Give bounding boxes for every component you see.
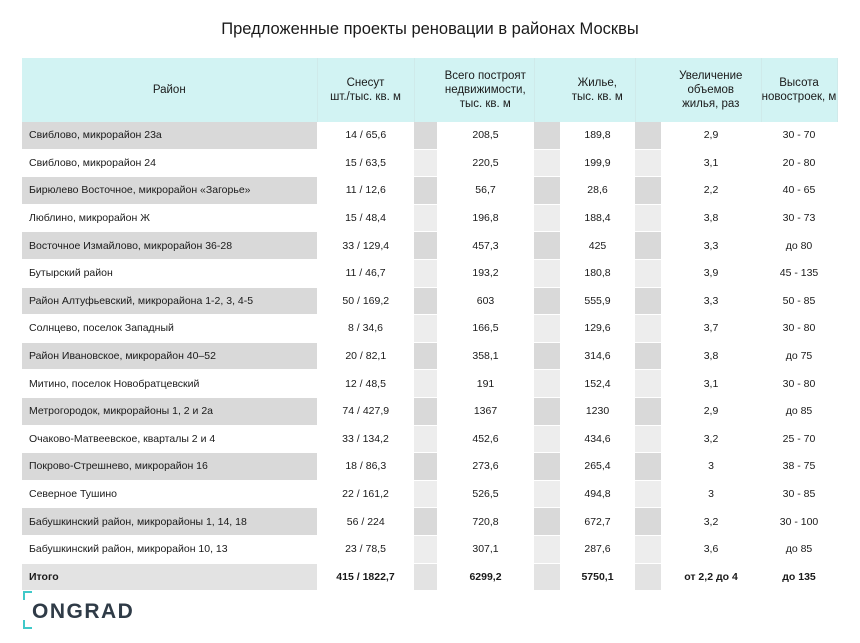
cell-gap bbox=[414, 563, 437, 590]
cell-gap bbox=[534, 563, 560, 590]
cell-total-built: 56,7 bbox=[437, 177, 534, 205]
cell-gap bbox=[414, 232, 437, 260]
cell-district: Итого bbox=[22, 563, 317, 590]
header-housing: Жилье, тыс. кв. м bbox=[560, 58, 635, 122]
cell-increase: 3,7 bbox=[661, 315, 761, 343]
table-row bbox=[22, 204, 837, 232]
cell-gap bbox=[635, 149, 661, 177]
table-row bbox=[22, 480, 837, 508]
cell-housing: 28,6 bbox=[560, 177, 635, 205]
table-row bbox=[22, 535, 837, 563]
cell-district: Бирюлево Восточное, микрорайон «Загорье» bbox=[22, 177, 317, 205]
cell-gap bbox=[635, 315, 661, 343]
cell-housing: 129,6 bbox=[560, 315, 635, 343]
cell-housing: 152,4 bbox=[560, 370, 635, 398]
cell-gap bbox=[635, 563, 661, 590]
table-header-row bbox=[22, 58, 837, 122]
cell-demolish: 11 / 46,7 bbox=[317, 259, 414, 287]
cell-gap bbox=[414, 508, 437, 536]
cell-district: Бутырский район bbox=[22, 259, 317, 287]
table-row bbox=[22, 508, 837, 536]
cell-district: Солнцево, поселок Западный bbox=[22, 315, 317, 343]
table-row bbox=[22, 232, 837, 260]
cell-increase: 3,3 bbox=[661, 287, 761, 315]
cell-gap bbox=[414, 259, 437, 287]
cell-gap bbox=[635, 508, 661, 536]
cell-gap bbox=[534, 259, 560, 287]
table-row bbox=[22, 342, 837, 370]
cell-demolish: 50 / 169,2 bbox=[317, 287, 414, 315]
cell-height: 30 - 70 bbox=[761, 122, 837, 149]
cell-gap bbox=[534, 122, 560, 149]
cell-gap bbox=[414, 177, 437, 205]
ongrad-logo bbox=[22, 590, 162, 630]
cell-gap bbox=[635, 535, 661, 563]
cell-total-built: 166,5 bbox=[437, 315, 534, 343]
cell-gap bbox=[635, 232, 661, 260]
cell-district: Метрогородок, микрорайоны 1, 2 и 2а bbox=[22, 397, 317, 425]
cell-total-built: 191 bbox=[437, 370, 534, 398]
cell-height: до 75 bbox=[761, 342, 837, 370]
cell-gap bbox=[534, 508, 560, 536]
header-district: Район bbox=[22, 58, 317, 122]
cell-gap bbox=[534, 397, 560, 425]
cell-gap bbox=[414, 425, 437, 453]
cell-total-built: 526,5 bbox=[437, 480, 534, 508]
cell-increase: 3 bbox=[661, 453, 761, 481]
cell-increase: 3,1 bbox=[661, 149, 761, 177]
cell-height: 20 - 80 bbox=[761, 149, 837, 177]
cell-housing: 555,9 bbox=[560, 287, 635, 315]
cell-district: Бабушкинский район, микрорайон 10, 13 bbox=[22, 535, 317, 563]
cell-gap bbox=[414, 370, 437, 398]
cell-district: Район Ивановское, микрорайон 40–52 bbox=[22, 342, 317, 370]
cell-increase: 3,3 bbox=[661, 232, 761, 260]
cell-district: Восточное Измайлово, микрорайон 36-28 bbox=[22, 232, 317, 260]
cell-gap bbox=[414, 149, 437, 177]
cell-gap bbox=[635, 480, 661, 508]
cell-demolish: 11 / 12,6 bbox=[317, 177, 414, 205]
cell-district: Бабушкинский район, микрорайоны 1, 14, 18 bbox=[22, 508, 317, 536]
cell-increase: 3,1 bbox=[661, 370, 761, 398]
cell-total-built: 1367 bbox=[437, 397, 534, 425]
logo-corner-icon bbox=[24, 592, 32, 600]
cell-total-built: 273,6 bbox=[437, 453, 534, 481]
cell-total-built: 196,8 bbox=[437, 204, 534, 232]
cell-total-built: 457,3 bbox=[437, 232, 534, 260]
table-row bbox=[22, 397, 837, 425]
cell-increase: 3,8 bbox=[661, 204, 761, 232]
cell-gap bbox=[534, 453, 560, 481]
cell-height: 30 - 100 bbox=[761, 508, 837, 536]
cell-district: Район Алтуфьевский, микрорайона 1-2, 3, 4-5 bbox=[22, 287, 317, 315]
cell-gap bbox=[534, 232, 560, 260]
cell-demolish: 8 / 34,6 bbox=[317, 315, 414, 343]
cell-demolish: 33 / 134,2 bbox=[317, 425, 414, 453]
cell-housing: 1230 bbox=[560, 397, 635, 425]
cell-demolish: 33 / 129,4 bbox=[317, 232, 414, 260]
cell-housing: 199,9 bbox=[560, 149, 635, 177]
cell-total-built: 307,1 bbox=[437, 535, 534, 563]
table-row bbox=[22, 315, 837, 343]
cell-district: Очаково-Матвеевское, кварталы 2 и 4 bbox=[22, 425, 317, 453]
cell-gap bbox=[414, 315, 437, 343]
cell-demolish: 74 / 427,9 bbox=[317, 397, 414, 425]
table-row bbox=[22, 287, 837, 315]
cell-housing: 189,8 bbox=[560, 122, 635, 149]
header-gap bbox=[635, 58, 661, 122]
cell-gap bbox=[635, 287, 661, 315]
header-total-built: Всего построят недвижимости, тыс. кв. м bbox=[437, 58, 534, 122]
table-row bbox=[22, 370, 837, 398]
cell-district: Покрово-Стрешнево, микрорайон 16 bbox=[22, 453, 317, 481]
cell-height: 30 - 80 bbox=[761, 315, 837, 343]
cell-total-built: 358,1 bbox=[437, 342, 534, 370]
cell-housing: 5750,1 bbox=[560, 563, 635, 590]
cell-demolish: 18 / 86,3 bbox=[317, 453, 414, 481]
cell-district: Митино, поселок Новобратцевский bbox=[22, 370, 317, 398]
cell-housing: 287,6 bbox=[560, 535, 635, 563]
page-title: Предложенные проекты реновации в районах Москвы bbox=[221, 20, 639, 38]
cell-district: Люблино, микрорайон Ж bbox=[22, 204, 317, 232]
cell-gap bbox=[635, 397, 661, 425]
cell-increase: от 2,2 до 4 bbox=[661, 563, 761, 590]
table-row bbox=[22, 453, 837, 481]
cell-height: 50 - 85 bbox=[761, 287, 837, 315]
cell-height: 40 - 65 bbox=[761, 177, 837, 205]
table-row bbox=[22, 259, 837, 287]
cell-gap bbox=[534, 342, 560, 370]
header-increase: Увеличение объемов жилья, раз bbox=[661, 58, 761, 122]
logo-corner-icon bbox=[24, 620, 32, 628]
cell-height: 45 - 135 bbox=[761, 259, 837, 287]
cell-demolish: 23 / 78,5 bbox=[317, 535, 414, 563]
cell-total-built: 208,5 bbox=[437, 122, 534, 149]
cell-demolish: 415 / 1822,7 bbox=[317, 563, 414, 590]
cell-demolish: 15 / 48,4 bbox=[317, 204, 414, 232]
cell-gap bbox=[635, 177, 661, 205]
cell-demolish: 22 / 161,2 bbox=[317, 480, 414, 508]
cell-housing: 180,8 bbox=[560, 259, 635, 287]
cell-increase: 2,9 bbox=[661, 122, 761, 149]
cell-gap bbox=[534, 370, 560, 398]
cell-increase: 3,6 bbox=[661, 535, 761, 563]
renovation-table bbox=[22, 58, 838, 591]
cell-gap bbox=[635, 425, 661, 453]
cell-increase: 3,9 bbox=[661, 259, 761, 287]
cell-housing: 188,4 bbox=[560, 204, 635, 232]
logo-text: ONGRAD bbox=[32, 600, 135, 623]
cell-gap bbox=[635, 122, 661, 149]
cell-district: Северное Тушино bbox=[22, 480, 317, 508]
cell-gap bbox=[414, 453, 437, 481]
cell-gap bbox=[635, 259, 661, 287]
cell-gap bbox=[414, 535, 437, 563]
cell-demolish: 56 / 224 bbox=[317, 508, 414, 536]
cell-gap bbox=[414, 204, 437, 232]
cell-height: 25 - 70 bbox=[761, 425, 837, 453]
cell-increase: 2,2 bbox=[661, 177, 761, 205]
cell-gap bbox=[635, 370, 661, 398]
cell-gap bbox=[414, 287, 437, 315]
cell-height: до 135 bbox=[761, 563, 837, 590]
cell-increase: 2,9 bbox=[661, 397, 761, 425]
cell-housing: 265,4 bbox=[560, 453, 635, 481]
cell-gap bbox=[635, 204, 661, 232]
cell-gap bbox=[414, 480, 437, 508]
header-gap bbox=[414, 58, 437, 122]
header-gap bbox=[534, 58, 560, 122]
cell-housing: 494,8 bbox=[560, 480, 635, 508]
cell-height: 38 - 75 bbox=[761, 453, 837, 481]
cell-gap bbox=[414, 122, 437, 149]
total-row bbox=[22, 563, 837, 590]
cell-total-built: 720,8 bbox=[437, 508, 534, 536]
cell-gap bbox=[414, 342, 437, 370]
table-row bbox=[22, 425, 837, 453]
cell-district: Свиблово, микрорайон 24 bbox=[22, 149, 317, 177]
cell-gap bbox=[534, 425, 560, 453]
cell-district: Свиблово, микрорайон 23а bbox=[22, 122, 317, 149]
cell-height: 30 - 85 bbox=[761, 480, 837, 508]
header-demolish: Снесут шт./тыс. кв. м bbox=[317, 58, 414, 122]
header-height: Высота новостроек, м bbox=[761, 58, 837, 122]
cell-gap bbox=[534, 315, 560, 343]
cell-height: до 80 bbox=[761, 232, 837, 260]
cell-increase: 3 bbox=[661, 480, 761, 508]
table-row bbox=[22, 122, 837, 149]
cell-housing: 434,6 bbox=[560, 425, 635, 453]
cell-gap bbox=[414, 397, 437, 425]
cell-demolish: 20 / 82,1 bbox=[317, 342, 414, 370]
cell-total-built: 193,2 bbox=[437, 259, 534, 287]
cell-gap bbox=[635, 342, 661, 370]
cell-total-built: 220,5 bbox=[437, 149, 534, 177]
cell-gap bbox=[534, 177, 560, 205]
cell-demolish: 15 / 63,5 bbox=[317, 149, 414, 177]
table-row bbox=[22, 177, 837, 205]
cell-gap bbox=[534, 480, 560, 508]
cell-gap bbox=[534, 149, 560, 177]
cell-demolish: 12 / 48,5 bbox=[317, 370, 414, 398]
cell-total-built: 6299,2 bbox=[437, 563, 534, 590]
cell-increase: 3,2 bbox=[661, 425, 761, 453]
cell-demolish: 14 / 65,6 bbox=[317, 122, 414, 149]
cell-total-built: 603 bbox=[437, 287, 534, 315]
cell-height: до 85 bbox=[761, 535, 837, 563]
cell-housing: 425 bbox=[560, 232, 635, 260]
cell-increase: 3,8 bbox=[661, 342, 761, 370]
cell-gap bbox=[534, 204, 560, 232]
cell-gap bbox=[534, 535, 560, 563]
cell-height: до 85 bbox=[761, 397, 837, 425]
cell-housing: 672,7 bbox=[560, 508, 635, 536]
cell-housing: 314,6 bbox=[560, 342, 635, 370]
cell-height: 30 - 73 bbox=[761, 204, 837, 232]
cell-gap bbox=[534, 287, 560, 315]
cell-increase: 3,2 bbox=[661, 508, 761, 536]
cell-gap bbox=[635, 453, 661, 481]
cell-total-built: 452,6 bbox=[437, 425, 534, 453]
table-row bbox=[22, 149, 837, 177]
cell-height: 30 - 80 bbox=[761, 370, 837, 398]
